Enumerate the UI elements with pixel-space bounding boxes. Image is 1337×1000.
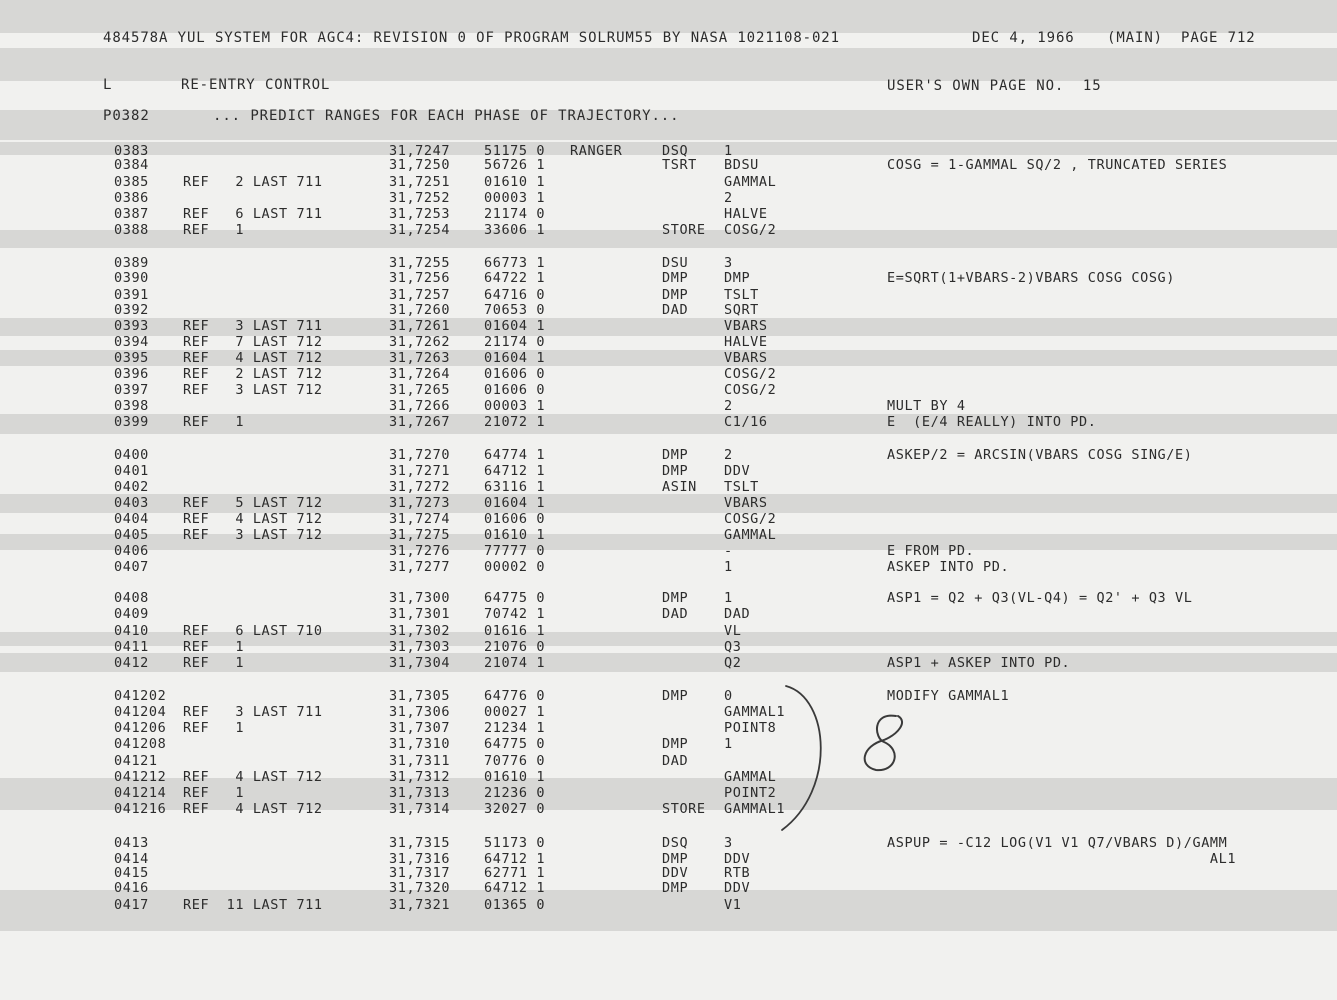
listing-address: 31,7254 [389,222,451,238]
listing-operand: COSG/2 [724,366,777,382]
listing-address: 31,7320 [389,880,451,896]
listing-operand: VBARS [724,495,768,511]
listing-line-number: 0394 [114,334,149,350]
listing-operand: TSLT [724,287,759,303]
listing-octal-word: 00027 1 [484,704,546,720]
listing-ref-note: REF 7 LAST 712 [183,334,323,350]
listing-address: 31,7263 [389,350,451,366]
listing-address: 31,7276 [389,543,451,559]
listing-operand: 1 [724,143,733,159]
header-subtitle: RE-ENTRY CONTROL [181,77,331,93]
listing-address: 31,7261 [389,318,451,334]
listing-address: 31,7251 [389,174,451,190]
listing-octal-word: 01606 0 [484,511,546,527]
listing-line-number: 0416 [114,880,149,896]
listing-address: 31,7310 [389,736,451,752]
listing-address: 31,7275 [389,527,451,543]
listing-line-number: 0395 [114,350,149,366]
listing-operand: 1 [724,590,733,606]
header-letter: L [103,77,113,93]
listing-line-number: 0391 [114,287,149,303]
listing-opcode: DMP [662,851,689,867]
listing-address: 31,7307 [389,720,451,736]
listing-line-number: 04121 [114,753,158,769]
listing-line-number: 0387 [114,206,149,222]
listing-opcode: STORE [662,801,706,817]
listing-octal-word: 64722 1 [484,270,546,286]
listing-operand: Q3 [724,639,742,655]
listing-operand: VL [724,623,742,639]
listing-address: 31,7321 [389,897,451,913]
listing-address: 31,7301 [389,606,451,622]
listing-line-number: 041202 [114,688,167,704]
listing-octal-word: 00003 1 [484,398,546,414]
listing-comment: E (E/4 REALLY) INTO PD. [887,414,1097,430]
header-section: (MAIN) [1107,30,1163,46]
listing-octal-word: 64776 0 [484,688,546,704]
listing-octal-word: 21074 1 [484,655,546,671]
listing-operand: VBARS [724,350,768,366]
listing-address: 31,7260 [389,302,451,318]
listing-address: 31,7247 [389,143,451,159]
listing-operand: POINT2 [724,785,777,801]
listing-address: 31,7305 [389,688,451,704]
listing-line-number: 0383 [114,143,149,159]
listing-address: 31,7314 [389,801,451,817]
listing-octal-word: 64775 0 [484,590,546,606]
listing-octal-word: 21174 0 [484,334,546,350]
listing-address: 31,7313 [389,785,451,801]
listing-octal-word: 64716 0 [484,287,546,303]
listing-comment: ASP1 + ASKEP INTO PD. [887,655,1071,671]
listing-line-number: 0411 [114,639,149,655]
listing-address: 31,7315 [389,835,451,851]
title-line-number: P0382 [103,108,150,124]
listing-opcode: DMP [662,590,689,606]
listing-address: 31,7253 [389,206,451,222]
listing-address: 31,7312 [389,769,451,785]
listing-address: 31,7256 [389,270,451,286]
listing-operand: DDV [724,463,751,479]
listing-operand: RTB [724,865,751,881]
listing-opcode: DMP [662,270,689,286]
listing-line-number: 0389 [114,255,149,271]
listing-line-number: 0417 [114,897,149,913]
listing-opcode: STORE [662,222,706,238]
listing-line-number: 0392 [114,302,149,318]
listing-operand: GAMMAL1 [724,704,786,720]
listing-octal-word: 66773 1 [484,255,546,271]
listing-address: 31,7264 [389,366,451,382]
listing-octal-word: 01606 0 [484,366,546,382]
listing-octal-word: 77777 0 [484,543,546,559]
listing-line-number: 0384 [114,157,149,173]
listing-opcode: DMP [662,463,689,479]
listing-octal-word: 01604 1 [484,495,546,511]
listing-opcode: DDV [662,865,689,881]
listing-opcode: DAD [662,753,689,769]
listing-address: 31,7250 [389,157,451,173]
listing-address: 31,7257 [389,287,451,303]
listing-line-number: 0400 [114,447,149,463]
listing-octal-word: 32027 0 [484,801,546,817]
listing-line-number: 041204 [114,704,167,720]
listing-line-number: 041206 [114,720,167,736]
listing-octal-word: 01616 1 [484,623,546,639]
listing-line-number: 0393 [114,318,149,334]
listing-octal-word: 64774 1 [484,447,546,463]
listing-octal-word: 21236 0 [484,785,546,801]
listing-octal-word: 56726 1 [484,157,546,173]
listing-operand: 2 [724,447,733,463]
listing-ref-note: REF 1 [183,655,245,671]
listing-ref-note: REF 3 LAST 712 [183,382,323,398]
listing-ref-note: REF 6 LAST 711 [183,206,323,222]
listing-line-number: 041208 [114,736,167,752]
listing-octal-word: 70742 1 [484,606,546,622]
listing-line-number: 0410 [114,623,149,639]
listing-address: 31,7270 [389,447,451,463]
listing-line-number: 0397 [114,382,149,398]
listing-octal-word: 21076 0 [484,639,546,655]
listing-address: 31,7273 [389,495,451,511]
listing-operand: DMP [724,270,751,286]
listing-octal-word: 00002 0 [484,559,546,575]
listing-address: 31,7277 [389,559,451,575]
listing-address: 31,7267 [389,414,451,430]
listing-line-number: 041216 [114,801,167,817]
listing-octal-word: 21174 0 [484,206,546,222]
listing-line-number: 0396 [114,366,149,382]
listing-opcode: DMP [662,880,689,896]
listing-operand: COSG/2 [724,382,777,398]
listing-opcode: ASIN [662,479,697,495]
listing-ref-note: REF 4 LAST 712 [183,769,323,785]
listing-operand: 3 [724,835,733,851]
listing-comment: AL1 [887,851,1237,867]
listing-operand: POINT8 [724,720,777,736]
listing-ref-note: REF 1 [183,414,245,430]
listing-operand: 2 [724,398,733,414]
listing-opcode: DSQ [662,835,689,851]
listing-operand: GAMMAL1 [724,801,786,817]
listing-line-number: 0415 [114,865,149,881]
title-line-text: ... PREDICT RANGES FOR EACH PHASE OF TRAJECTORY... [213,108,680,124]
listing-operand: 0 [724,688,733,704]
listing-comment: E=SQRT(1+VBARS-2)VBARS COSG COSG) [887,270,1176,286]
listing-address: 31,7266 [389,398,451,414]
listing-operand: C1/16 [724,414,768,430]
listing-ref-note: REF 3 LAST 711 [183,704,323,720]
listing-ref-note: REF 4 LAST 712 [183,350,323,366]
listing-opcode: DAD [662,606,689,622]
listing-octal-word: 01610 1 [484,174,546,190]
listing-operand: 2 [724,190,733,206]
user-page-number: USER'S OWN PAGE NO. 15 [887,78,1102,94]
header-page: PAGE 712 [1181,30,1256,46]
listing-comment: E FROM PD. [887,543,975,559]
listing-octal-word: 21072 1 [484,414,546,430]
listing-line-number: 0407 [114,559,149,575]
listing-operand: GAMMAL [724,527,777,543]
listing-octal-word: 33606 1 [484,222,546,238]
listing-address: 31,7311 [389,753,451,769]
listing-comment: ASPUP = -C12 LOG(V1 V1 Q7/VBARS D)/GAMM [887,835,1228,851]
listing-octal-word: 01604 1 [484,318,546,334]
listing-octal-word: 00003 1 [484,190,546,206]
listing-operand: COSG/2 [724,222,777,238]
listing-octal-word: 01365 0 [484,897,546,913]
listing-operand: 1 [724,736,733,752]
listing-operand: BDSU [724,157,759,173]
listing-line-number: 0390 [114,270,149,286]
listing-line-number: 0386 [114,190,149,206]
listing-octal-word: 63116 1 [484,479,546,495]
listing-address: 31,7274 [389,511,451,527]
listing-octal-word: 64712 1 [484,851,546,867]
listing-line-number: 0408 [114,590,149,606]
listing-line-number: 0402 [114,479,149,495]
listing-line-number: 0385 [114,174,149,190]
listing-line-number: 0405 [114,527,149,543]
listing-opcode: DSQ [662,143,689,159]
listing-opcode: DMP [662,688,689,704]
listing-ref-note: REF 3 LAST 712 [183,527,323,543]
listing-operand: Q2 [724,655,742,671]
listing-ref-note: REF 4 LAST 712 [183,511,323,527]
listing-line-number: 041214 [114,785,167,801]
listing-address: 31,7252 [389,190,451,206]
listing-label: RANGER [570,143,623,159]
listing-address: 31,7300 [389,590,451,606]
listing-operand: 1 [724,559,733,575]
listing-opcode: DSU [662,255,689,271]
listing-line-number: 0398 [114,398,149,414]
listing-ref-note: REF 6 LAST 710 [183,623,323,639]
listing-operand: GAMMAL [724,769,777,785]
listing-operand: VBARS [724,318,768,334]
listing-ref-note: REF 1 [183,785,245,801]
listing-comment: MODIFY GAMMAL1 [887,688,1010,704]
listing-opcode: DMP [662,287,689,303]
listing-ref-note: REF 1 [183,639,245,655]
listing-octal-word: 64775 0 [484,736,546,752]
listing-ref-note: REF 3 LAST 711 [183,318,323,334]
listing-line-number: 0399 [114,414,149,430]
listing-address: 31,7306 [389,704,451,720]
listing-octal-word: 01610 1 [484,769,546,785]
listing-line-number: 0413 [114,835,149,851]
header-date: DEC 4, 1966 [972,30,1075,46]
listing-operand: SQRT [724,302,759,318]
header-title: 484578A YUL SYSTEM FOR AGC4: REVISION 0 OF PROGRAM SOLRUM55 BY NASA 1021108-021 [103,30,840,46]
listing-line-number: 0414 [114,851,149,867]
listing-octal-word: 64712 1 [484,463,546,479]
listing-opcode: DAD [662,302,689,318]
listing-operand: V1 [724,897,742,913]
listing-operand: HALVE [724,334,768,350]
listing-line-number: 0404 [114,511,149,527]
listing-ref-note: REF 2 LAST 711 [183,174,323,190]
listing-comment: MULT BY 4 [887,398,966,414]
listing-ref-note: REF 1 [183,222,245,238]
listing-address: 31,7262 [389,334,451,350]
listing-operand: COSG/2 [724,511,777,527]
listing-address: 31,7271 [389,463,451,479]
listing-ref-note: REF 11 LAST 711 [183,897,323,913]
listing-ref-note: REF 1 [183,720,245,736]
listing-address: 31,7255 [389,255,451,271]
listing-address: 31,7302 [389,623,451,639]
listing-line-number: 0406 [114,543,149,559]
listing-operand: DAD [724,606,751,622]
listing-operand: GAMMAL [724,174,777,190]
listing-comment: COSG = 1-GAMMAL SQ/2 , TRUNCATED SERIES [887,157,1228,173]
listing-octal-word: 64712 1 [484,880,546,896]
listing-operand: TSLT [724,479,759,495]
listing-line-number: 0403 [114,495,149,511]
listing-comment: ASKEP INTO PD. [887,559,1010,575]
listing-comment: ASKEP/2 = ARCSIN(VBARS COSG SING/E) [887,447,1193,463]
listing-line-number: 0401 [114,463,149,479]
listing-opcode: DMP [662,447,689,463]
listing-line-number: 0412 [114,655,149,671]
listing-address: 31,7265 [389,382,451,398]
listing-octal-word: 62771 1 [484,865,546,881]
listing-octal-word: 01604 1 [484,350,546,366]
listing-ref-note: REF 5 LAST 712 [183,495,323,511]
listing-opcode: DMP [662,736,689,752]
listing-comment: ASP1 = Q2 + Q3(VL-Q4) = Q2' + Q3 VL [887,590,1193,606]
listing-address: 31,7303 [389,639,451,655]
listing-octal-word: 01610 1 [484,527,546,543]
listing-operand: DDV [724,880,751,896]
listing-ref-note: REF 4 LAST 712 [183,801,323,817]
listing-operand: DDV [724,851,751,867]
listing-octal-word: 51175 0 [484,143,546,159]
listing-line-number: 041212 [114,769,167,785]
listing-ref-note: REF 2 LAST 712 [183,366,323,382]
listing-address: 31,7304 [389,655,451,671]
listing-octal-word: 21234 1 [484,720,546,736]
listing-octal-word: 70653 0 [484,302,546,318]
listing-octal-word: 01606 0 [484,382,546,398]
listing-address: 31,7317 [389,865,451,881]
listing-octal-word: 51173 0 [484,835,546,851]
listing-operand: 3 [724,255,733,271]
listing-line-number: 0388 [114,222,149,238]
listing-opcode: TSRT [662,157,697,173]
listing-operand: HALVE [724,206,768,222]
listing-address: 31,7272 [389,479,451,495]
listing-address: 31,7316 [389,851,451,867]
listing-octal-word: 70776 0 [484,753,546,769]
listing-operand: - [724,543,733,559]
listing-line-number: 0409 [114,606,149,622]
